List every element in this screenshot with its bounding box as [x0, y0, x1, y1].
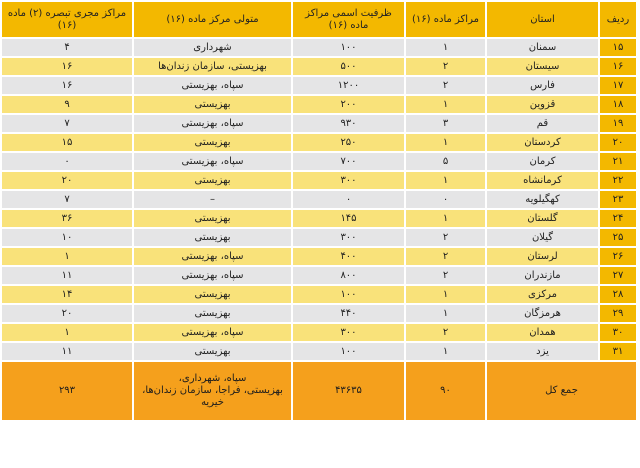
table-row [2, 39, 636, 56]
cell-province: مرکزی [487, 286, 598, 303]
total-custodian [134, 362, 291, 420]
header-province: استان [487, 2, 598, 37]
table-row [2, 324, 636, 341]
total-centers: ۹۰ [406, 362, 485, 420]
total-note2: ۲۹۳ [2, 362, 132, 420]
cell-province: کرمانشاه [487, 172, 598, 189]
cell-capacity: ۱۰۰ [293, 39, 404, 56]
cell-custodian: سپاه، بهزیستی [134, 324, 291, 341]
cell-capacity: ۳۰۰ [293, 172, 404, 189]
cell-note2: ۲۰ [2, 172, 132, 189]
cell-custodian: سپاه، بهزیستی [134, 153, 291, 170]
header-index: ردیف [600, 2, 636, 37]
cell-index: ۲۶ [600, 248, 636, 265]
cell-index: ۲۸ [600, 286, 636, 303]
cell-custodian: بهزیستی [134, 96, 291, 113]
table-row [2, 58, 636, 75]
table-row [2, 305, 636, 322]
cell-province: گلستان [487, 210, 598, 227]
total-custodian-line1: سپاه، شهرداری، [178, 373, 247, 384]
cell-province: قم [487, 115, 598, 132]
cell-centers: ۱ [406, 39, 485, 56]
cell-custodian: بهزیستی [134, 305, 291, 322]
cell-index: ۱۵ [600, 39, 636, 56]
cell-custodian: سپاه، بهزیستی [134, 115, 291, 132]
cell-centers: ۲ [406, 324, 485, 341]
table-row [2, 229, 636, 246]
cell-capacity: ۳۰۰ [293, 229, 404, 246]
cell-capacity: ۲۰۰ [293, 96, 404, 113]
cell-index: ۲۹ [600, 305, 636, 322]
header-centers: مراکز ماده (۱۶) [406, 2, 485, 37]
cell-custodian: بهزیستی [134, 134, 291, 151]
cell-capacity: ۱۲۰۰ [293, 77, 404, 94]
table-row [2, 172, 636, 189]
cell-capacity: ۰ [293, 191, 404, 208]
cell-note2: ۷ [2, 115, 132, 132]
cell-note2: ۱ [2, 324, 132, 341]
cell-province: همدان [487, 324, 598, 341]
cell-centers: ۱ [406, 172, 485, 189]
cell-index: ۲۷ [600, 267, 636, 284]
cell-custodian: بهزیستی [134, 172, 291, 189]
cell-note2: ۴ [2, 39, 132, 56]
header-custodian: متولی مرکز ماده (۱۶) [134, 2, 291, 37]
table-row [2, 77, 636, 94]
cell-capacity: ۴۴۰ [293, 305, 404, 322]
cell-note2: ۹ [2, 96, 132, 113]
table-row [2, 191, 636, 208]
table-row [2, 134, 636, 151]
total-custodian-line3: خیریه [201, 397, 224, 408]
cell-centers: ۲ [406, 229, 485, 246]
cell-centers: ۲ [406, 58, 485, 75]
cell-note2: ۲۰ [2, 305, 132, 322]
cell-custodian: – [134, 191, 291, 208]
cell-index: ۱۷ [600, 77, 636, 94]
cell-note2: ۱۶ [2, 58, 132, 75]
cell-province: لرستان [487, 248, 598, 265]
cell-custodian: بهزیستی [134, 343, 291, 360]
header-row [2, 2, 636, 37]
cell-centers: ۱ [406, 210, 485, 227]
table-row [2, 248, 636, 265]
cell-note2: ۱۰ [2, 229, 132, 246]
cell-custodian: بهزیستی [134, 286, 291, 303]
cell-note2: ۱۴ [2, 286, 132, 303]
cell-centers: ۱ [406, 305, 485, 322]
cell-province: کرمان [487, 153, 598, 170]
cell-capacity: ۸۰۰ [293, 267, 404, 284]
cell-note2: ۷ [2, 191, 132, 208]
cell-index: ۳۰ [600, 324, 636, 341]
cell-centers: ۳ [406, 115, 485, 132]
cell-centers: ۲ [406, 267, 485, 284]
table-row [2, 96, 636, 113]
table-row [2, 115, 636, 132]
cell-centers: ۱ [406, 96, 485, 113]
cell-note2: ۱۵ [2, 134, 132, 151]
cell-province: هرمزگان [487, 305, 598, 322]
cell-province: سمنان [487, 39, 598, 56]
table-row [2, 210, 636, 227]
table-row [2, 343, 636, 360]
cell-capacity: ۷۰۰ [293, 153, 404, 170]
table-row [2, 153, 636, 170]
cell-capacity: ۱۰۰ [293, 286, 404, 303]
cell-note2: ۱ [2, 248, 132, 265]
table-row [2, 286, 636, 303]
cell-province: قزوین [487, 96, 598, 113]
cell-capacity: ۵۰۰ [293, 58, 404, 75]
total-capacity: ۴۳۶۳۵ [293, 362, 404, 420]
cell-note2: ۰ [2, 153, 132, 170]
cell-custodian: سپاه، بهزیستی [134, 248, 291, 265]
cell-capacity: ۹۳۰ [293, 115, 404, 132]
cell-index: ۱۸ [600, 96, 636, 113]
cell-province: کهگیلویه [487, 191, 598, 208]
cell-index: ۲۳ [600, 191, 636, 208]
header-capacity: ظرفیت اسمی مراکز ماده (۱۶) [293, 2, 404, 37]
cell-index: ۲۵ [600, 229, 636, 246]
cell-index: ۲۲ [600, 172, 636, 189]
cell-centers: ۰ [406, 191, 485, 208]
cell-province: گیلان [487, 229, 598, 246]
header-note2: مراکز مجری تبصره (۲) ماده (۱۶) [2, 2, 132, 37]
cell-custodian: بهزیستی، سازمان زندان‌ها [134, 58, 291, 75]
cell-centers: ۵ [406, 153, 485, 170]
cell-centers: ۱ [406, 343, 485, 360]
cell-note2: ۱۶ [2, 77, 132, 94]
cell-index: ۱۹ [600, 115, 636, 132]
cell-province: یزد [487, 343, 598, 360]
cell-capacity: ۱۰۰ [293, 343, 404, 360]
total-label: جمع کل [487, 362, 636, 420]
cell-index: ۲۱ [600, 153, 636, 170]
cell-centers: ۱ [406, 134, 485, 151]
cell-note2: ۳۶ [2, 210, 132, 227]
cell-province: مازندران [487, 267, 598, 284]
cell-index: ۱۶ [600, 58, 636, 75]
cell-custodian: سپاه، بهزیستی [134, 267, 291, 284]
cell-custodian: بهزیستی [134, 210, 291, 227]
cell-index: ۲۰ [600, 134, 636, 151]
total-custodian-line2: بهزیستی، فراجا، سازمان زندان‌ها، [142, 385, 283, 396]
cell-custodian: شهرداری [134, 39, 291, 56]
cell-note2: ۱۱ [2, 267, 132, 284]
table-row [2, 267, 636, 284]
cell-custodian: سپاه، بهزیستی [134, 77, 291, 94]
cell-province: کردستان [487, 134, 598, 151]
cell-capacity: ۴۰۰ [293, 248, 404, 265]
cell-centers: ۱ [406, 286, 485, 303]
cell-centers: ۲ [406, 77, 485, 94]
cell-index: ۳۱ [600, 343, 636, 360]
cell-note2: ۱۱ [2, 343, 132, 360]
cell-centers: ۲ [406, 248, 485, 265]
total-row [2, 362, 636, 420]
cell-capacity: ۳۰۰ [293, 324, 404, 341]
cell-capacity: ۱۴۵ [293, 210, 404, 227]
cell-province: فارس [487, 77, 598, 94]
cell-custodian: بهزیستی [134, 229, 291, 246]
cell-capacity: ۲۵۰ [293, 134, 404, 151]
cell-index: ۲۴ [600, 210, 636, 227]
cell-province: سیستان [487, 58, 598, 75]
